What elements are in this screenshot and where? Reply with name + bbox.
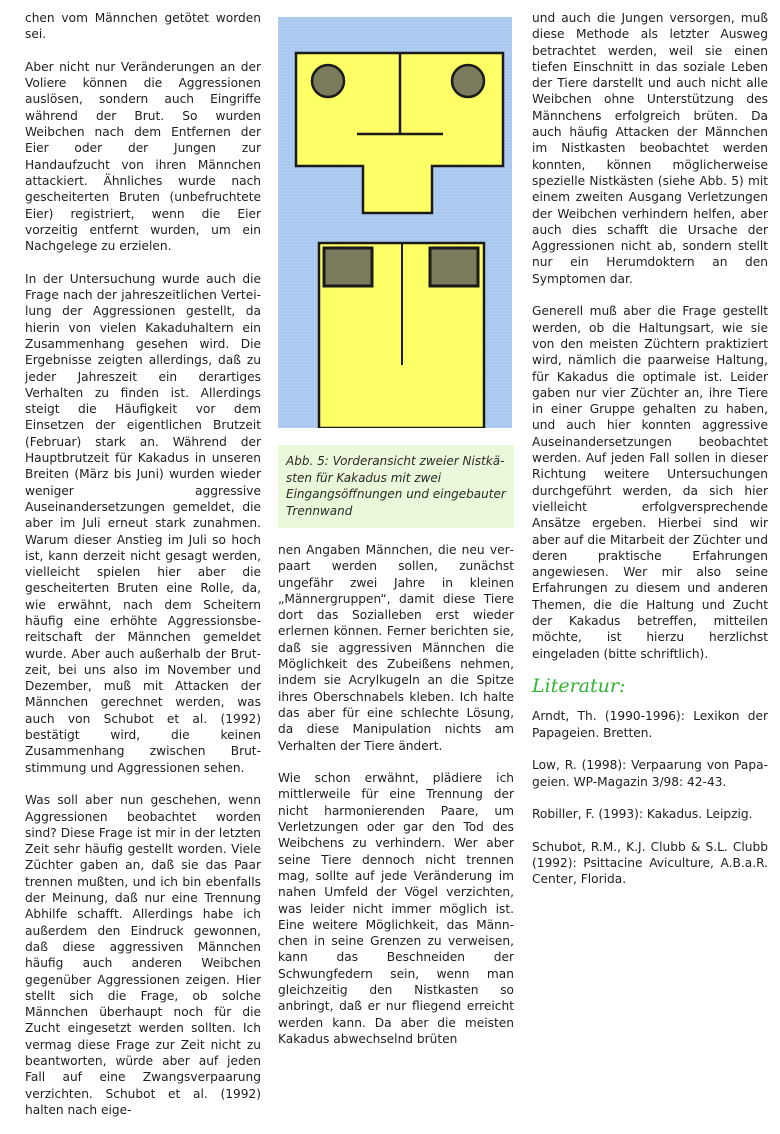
nest-box-figure — [278, 17, 512, 428]
round-entrance-right — [452, 65, 484, 97]
text-column-3 — [532, 0, 768, 904]
paragraph: Was soll aber nun geschehen, wenn Aggressionen beobachtet worden sind? Diese Frage ist mir in der letzten Zeit sehr häufig gestellt worden. Viele Züchter gaben an, daß sie das Paar trennen mußten, und ich bin ebenfalls der Meinung, daß nur eine Trennung Abhilfe schafft. Allerdings habe ich außerdem den Eindruck gewonnen, daß diese aggressiven Männchen häufig auch anderen Weibchen gegenüber Aggressionen zeigen. Hier stellt sich die Frage, ob solche Männchen überhaupt noch für die Zucht eingesetzt werden sollten. Ich vermag diese Frage zur Zeit nicht zu beantworten, würde aber auf jeden Fall auf eine Zwangsverpaarung verzichten. Schubot et al. (1992) halten nach eige- — [25, 793, 261, 1117]
nest-box-diagram — [278, 17, 512, 428]
paragraph: In der Untersuchung wurde auch die Frage nach der jahreszeitlichen Verteilung der Aggressionen gestellt, da hierin von vielen Kakaduhaltern ein Zusammenhang gesehen wird. Die Ergebnisse zeigten allerdings, daß zu jeder Jahreszeit ein derartiges Verhalten zu finden ist. Allerdings steigt die Häufigkeit vor dem Einsetzen der eigentlichen Brutzeit (Februar) stark an. Während der Hauptbrutzeit für Kakadus in unseren Breiten (März bis Juni) wurden wieder weniger aggressive Auseinandersetzungen gemeldet, die aber im Juli erneut stark zunahmen. Warum dieser Anstieg im Juli so hoch ist, kann derzeit nicht gesagt werden, vielleicht spielen hier aber die gescheiterten Bruten eine Rolle, da, wie erwähnt, nach dem Scheitern häufig eine erhöhte Aggressionsbereitschaft der Männchen gemeldet wurde. Aber auch außerhalb der Brutzeit, bei uns also im November und Dezember, muß mit Attacken der Männchen gerechnet werden, was auch von Schubot et al. (1992) bestätigt wird, die keinen Zusammenhang zwischen Brutstimmung und Aggressionen sehen. — [25, 271, 261, 775]
square-entrance-right — [430, 248, 478, 286]
figure-caption: Abb. 5: Vorderansicht zweier Nistkästen für Kakadus mit zwei Eingangsöffnungen und eingebauter Trennwand — [278, 445, 514, 528]
paragraph: Generell muß aber die Frage gestellt werden, ob die Haltungsart, wie sie von den meisten Züchtern praktiziert wird, nämlich die paarweise Haltung, für Kakadus die optimale ist. Leider gaben nur vier Züchter an, ihre Tiere in einer Gruppe gehalten zu haben, und auch hier konnten aggressive Auseinandersetzungen beobachtet werden. Auf jeden Fall sollen in dieser Richtung weitere Untersuchungen durchgeführt werden, da sich hier vielleicht erfolgversprechende Ansätze ergeben. Hierbei sind wir aber auf die Mitarbeit der Züchter und deren praktische Erfahrungen angewiesen. Wer mir also seine Erfahrungen zu diesem und anderen Themen, die die Haltung und Zucht der Kakadus betreffen, mitteilen möchte, ist hierzu herzlichst eingeladen (bitte schriftlich). — [532, 304, 768, 661]
paragraph: chen vom Männchen getötet worden sei. — [25, 11, 261, 42]
text-column-2 — [278, 0, 514, 1064]
square-entrance-left — [324, 248, 372, 286]
paragraph: und auch die Jungen versorgen, muß diese Methode als letzter Ausweg betrachtet werden, weil sie einen tiefen Einschnitt in das soziale Leben der Tiere darstellt und auch nicht alle Weibchen ohne Unterstützung des Männchens erfolgreich brüten. Da auch häufig Attacken der Männchen im Nistkasten beobachtet werden konnten, können möglicherweise spezielle Nistkästen (siehe Abb. 5) mit einem zweiten Ausgang Verletzungen der Weibchen verhindern helfen, aber auch dies schafft die Ursache der Aggressionen nicht ab, sondern stellt nur ein Herumdoktern an den Symptomen dar. — [532, 11, 768, 286]
text-column-1 — [25, 0, 261, 1134]
reference-item: Arndt, Th. (1990-1996): Lexikon der Papageien. Bretten. — [532, 709, 768, 740]
paragraph: Wie schon erwähnt, plädiere ich mittlerweile für eine Trennung der nicht harmonierenden Paare, um Verletzungen oder gar den Tod des Weibchens zu verhindern. Wer aber seine Tiere dennoch nicht trennen mag, sollte auf jede Veränderung im nahen Umfeld der Vögel verzichten, was leider nicht immer möglich ist. Eine weitere Möglichkeit, das Männchen in seine Grenzen zu verweisen, kann das Beschneiden der Schwungfedern sein, wenn man gleichzeitig den Nistkasten so anbringt, daß er nur fliegend erreicht werden kann. Da aber die meisten Kakadus abwechselnd brüten — [278, 771, 514, 1046]
reference-item: Low, R. (1998): Verpaarung von Papageien. WP-Magazin 3/98: 42-43. — [532, 758, 768, 789]
literature-heading: Literatur: — [532, 675, 626, 698]
paragraph: Aber nicht nur Veränderungen an der Voliere können die Aggressionen auslösen, sondern auch Eingriffe während der Brut. So wurden Weibchen nach dem Entfernen der Eier oder der Jungen zur Handaufzucht von ihren Männchen attackiert. Ähnliches wurde nach gescheiterten Bruten (unbefruchtete Eier) registriert, wenn die Eier vorzeitig entfernt wurden, um ein Nachgelege zu erzielen. — [25, 59, 261, 254]
paragraph: nen Angaben Männchen, die neu verpaart werden sollen, zunächst ungefähr zwei Jahre in kleinen „Männergruppen“, damit diese Tiere dort das Sozialleben erst wieder erlernen können. Ferner berichten sie, daß sie aggressiven Männchen die Möglichkeit des Zubeißens nehmen, indem sie Acrylkugeln an die Spitze ihres Oberschnabels kleben. Ich halte das aber für eine schlechte Lösung, da diese Manipulation nichts am Verhalten der Tiere ändert. — [278, 543, 514, 753]
round-entrance-left — [312, 65, 344, 97]
reference-item: Schubot, R.M., K.J. Clubb & S.L. Clubb (1992): Psittacine Aviculture, A.B.a.R. Center, Florida. — [532, 839, 768, 887]
reference-item: Robiller, F. (1993): Kakadus. Leipzig. — [532, 807, 753, 822]
